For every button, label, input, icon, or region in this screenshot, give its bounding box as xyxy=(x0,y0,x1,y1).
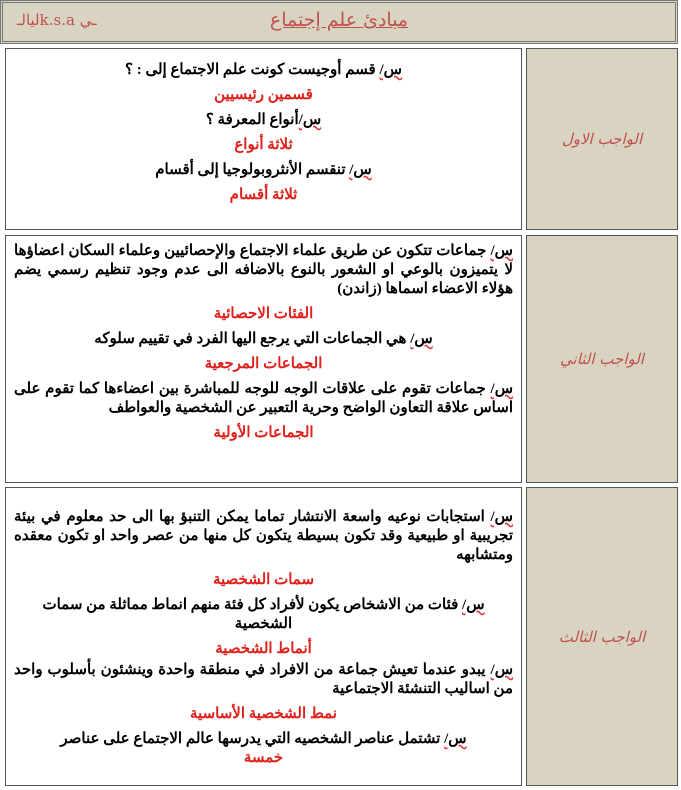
answer: الجماعات المرجعية xyxy=(204,356,323,372)
assignment-label: الواجب الثاني xyxy=(560,350,644,368)
title-bar xyxy=(0,0,678,44)
row-3-label-cell xyxy=(526,487,678,786)
question: س/أنواع المعرفة ؟ xyxy=(205,112,322,128)
assignment-label: الواجب الثالث xyxy=(558,627,646,646)
answer: سمات الشخصية xyxy=(212,572,315,588)
question: س/ تنقسم الأنثروبولوجيا إلى أقسام xyxy=(155,162,372,178)
assignment-row-1 xyxy=(2,48,678,230)
assignment-label: الواجب الاول xyxy=(561,130,643,148)
answer: الجماعات الأولية xyxy=(213,425,314,441)
question: س/ قسم أوجيست كونت علم الاجتماع إلى : ؟ xyxy=(125,62,402,78)
answer: قسمين رئيسيين xyxy=(214,87,313,103)
row-2-content xyxy=(5,235,522,483)
row-3-content xyxy=(5,487,522,786)
answer: نمط الشخصية الأساسية xyxy=(190,706,337,722)
question: س/ يبدو عندما تعيش جماعة من الافراد في منطقة واحدة وينشئون بأسلوب واحد من اساليب التنشئة الاجتماعية xyxy=(14,662,514,697)
answer: خمسة xyxy=(243,750,284,766)
answer: الفئات الاحصائية xyxy=(213,306,314,322)
row-1-label-cell xyxy=(526,48,678,230)
document-title: مبادئ علم إجتماع xyxy=(269,9,409,31)
answer: أنماط الشخصية xyxy=(215,641,312,657)
assignment-row-3 xyxy=(2,487,678,786)
answer: ثلاثة أنواع xyxy=(234,137,293,153)
question: س/ جماعات تتكون عن طريق علماء الاجتماع والإحصائيين وعلماء السكان اعضاؤها لا يتميزون بالوعي او الشعور بالنوع بالاضافه الى عدم وجود تنظيم رسمي يضم هؤلاء الاعضاء اسماها (زاندن) xyxy=(14,243,513,297)
question: س/ تشتمل عناصر الشخصيه التي يدرسها عالم الاجتماع على عناصر xyxy=(60,731,467,747)
question: س/ هي الجماعات التي يرجع اليها الفرد في تقييم سلوكه xyxy=(94,331,433,347)
row-2-label-cell xyxy=(526,235,678,483)
question: س/ جماعات تقوم على علاقات الوجه للوجه للمباشرة بين اعضاءها كما تقوم على اساس علاقة التعاون الواضح وحرية التعبير عن الشخصية والعواطف xyxy=(14,381,514,416)
author-signature: ليالـk.s.a ـي xyxy=(17,11,97,29)
question: س/ فئات من الاشخاص يكون لأفراد كل فئة منهم انماط مماثلة من سمات الشخصية xyxy=(42,597,485,632)
answer: ثلاثة أقسام xyxy=(229,187,298,203)
assignment-row-2 xyxy=(2,235,678,483)
question: س/ استجابات نوعيه واسعة الانتشار تماما يمكن التنبؤ بها الى حد معلوم في بيئة تجريبية او طبيعية وقد تكون بسيطة يتكون كل منها من عصر واحد او تكون معقده ومتشابهه xyxy=(14,509,513,563)
row-1-content xyxy=(5,48,522,230)
